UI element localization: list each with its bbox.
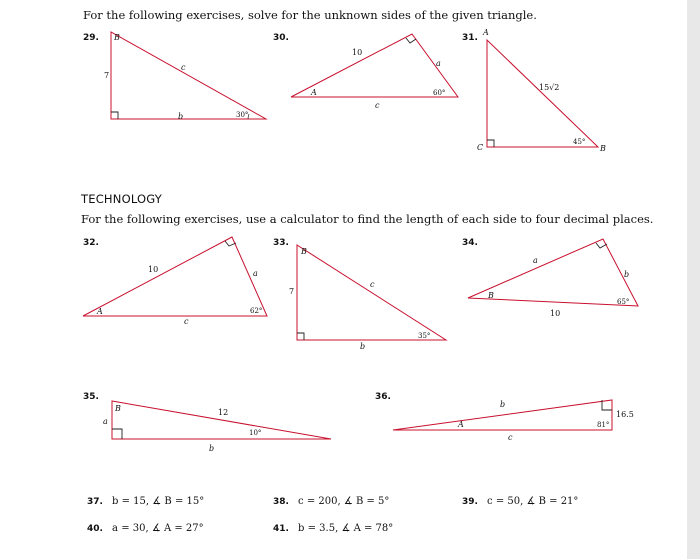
triangle-36-side-16-5: 16.5 — [616, 410, 634, 419]
instruction-calculator: For the following exercises, use a calculator to find the length of each side to four decimal places. — [81, 212, 654, 226]
triangle-33-side-c: c — [370, 280, 375, 289]
exercise-37 — [87, 489, 204, 508]
exercise-36-number: 36. — [375, 392, 391, 402]
technology-heading: TECHNOLOGY — [81, 192, 163, 206]
triangle-35-side-b: b — [209, 444, 215, 453]
triangle-36 — [393, 400, 634, 442]
triangle-32 — [83, 237, 267, 326]
exercise-40-number: 40. — [87, 524, 103, 534]
exercise-41-number: 41. — [273, 524, 289, 534]
triangle-35-right-angle — [112, 429, 122, 439]
triangle-33-side-b: b — [360, 342, 366, 351]
triangle-35 — [103, 401, 331, 453]
exercise-33-number: 33. — [273, 238, 289, 248]
triangle-36-side-b: b — [500, 400, 506, 409]
triangle-29-side-c: c — [181, 63, 186, 72]
triangle-31-shape — [487, 40, 598, 147]
exercise-41 — [273, 516, 393, 535]
exercise-30-number: 30. — [273, 33, 289, 43]
triangle-36-vertex-A: A — [458, 420, 464, 429]
triangle-29-side-b: b — [178, 112, 184, 121]
triangle-35-vertex-B: B — [115, 404, 121, 413]
exercise-37-given: b = 15, ∡ B = 15° — [112, 496, 205, 507]
exercise-38 — [273, 489, 389, 508]
triangle-30-vertex-A: A — [311, 88, 317, 97]
exercise-39-number: 39. — [462, 497, 478, 507]
exercise-38-number: 38. — [273, 497, 289, 507]
triangle-31-hypotenuse: 15√2 — [539, 83, 560, 92]
triangle-29-angle-30: 30° — [236, 111, 249, 119]
triangle-36-angle-81: 81° — [597, 421, 610, 429]
exercise-39-given: c = 50, ∡ B = 21° — [487, 496, 579, 507]
triangle-31-vertex-A: A — [483, 28, 489, 37]
exercise-39 — [462, 489, 578, 508]
exercise-37-number: 37. — [87, 497, 103, 507]
triangle-30-side-a: a — [436, 59, 441, 68]
triangle-33-angle-35: 35° — [418, 332, 431, 340]
triangle-33-vertex-B: B — [301, 247, 307, 256]
triangle-30-angle-60: 60° — [433, 89, 446, 97]
triangle-34-side-a: a — [533, 256, 538, 265]
exercise-34-number: 34. — [462, 238, 478, 248]
triangle-31 — [477, 28, 606, 153]
triangle-30-right-angle — [406, 38, 416, 43]
triangle-36-side-c: c — [508, 433, 513, 442]
exercise-41-given: b = 3.5, ∡ A = 78° — [298, 523, 394, 534]
triangle-33-shape — [297, 245, 446, 340]
triangle-29-right-angle — [111, 112, 118, 119]
triangle-29-shape — [111, 32, 266, 119]
triangle-32-shape — [83, 237, 267, 316]
triangle-33-side-7: 7 — [289, 287, 295, 296]
triangle-32-side-a: a — [253, 269, 258, 278]
triangle-32-vertex-A: A — [97, 307, 103, 316]
triangle-31-right-angle — [487, 140, 494, 147]
triangle-30-side-c: c — [375, 101, 380, 110]
triangle-33-right-angle — [297, 333, 304, 340]
exercise-29-number: 29. — [83, 33, 99, 43]
exercise-31-number: 31. — [462, 33, 478, 43]
triangle-31-vertex-C: C — [477, 143, 484, 152]
exercise-35-number: 35. — [83, 392, 99, 402]
triangle-29-vertex-B: B — [114, 33, 120, 42]
triangle-32-side-10: 10 — [148, 265, 159, 274]
triangle-32-angle-62: 62° — [250, 307, 263, 315]
triangle-34-side-10: 10 — [550, 309, 561, 318]
triangle-31-vertex-B: B — [600, 144, 606, 153]
triangle-33 — [289, 245, 446, 351]
exercise-38-given: c = 200, ∡ B = 5° — [298, 496, 390, 507]
triangle-35-side-12: 12 — [218, 408, 229, 417]
triangle-34 — [468, 239, 638, 318]
triangle-30-side-10: 10 — [352, 48, 363, 57]
exercise-40 — [87, 516, 204, 535]
triangle-29 — [104, 32, 266, 121]
triangle-30 — [291, 34, 458, 110]
triangle-31-angle-45: 45° — [573, 138, 586, 146]
triangle-34-side-b: b — [624, 270, 630, 279]
triangle-35-angle-10: 10° — [249, 429, 262, 437]
exercise-40-given: a = 30, ∡ A = 27° — [112, 523, 204, 534]
triangle-35-shape — [112, 401, 331, 439]
triangle-34-vertex-B: B — [488, 291, 494, 300]
triangle-35-side-a: a — [103, 417, 108, 426]
instruction-solve-unknown-sides: For the following exercises, solve for the unknown sides of the given triangle. — [83, 8, 537, 22]
triangle-32-side-c: c — [184, 317, 189, 326]
triangle-34-angle-65: 65° — [617, 298, 630, 306]
exercise-32-number: 32. — [83, 238, 99, 248]
triangle-29-side-7: 7 — [104, 71, 110, 80]
